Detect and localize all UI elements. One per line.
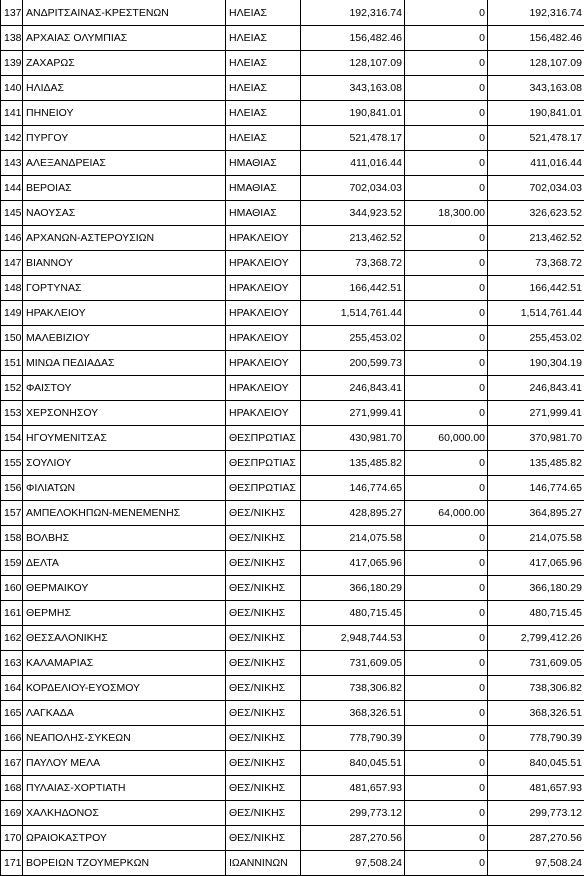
municipality-cell: ΧΑΛΚΗΔΟΝΟΣ bbox=[23, 801, 226, 826]
total-cell: 73,368.72 bbox=[488, 251, 584, 276]
municipality-cell: ΠΥΡΓΟΥ bbox=[23, 126, 226, 151]
table-row bbox=[1, 426, 584, 451]
amount-cell: 128,107.09 bbox=[301, 51, 405, 76]
deduction-cell: 18,300.00 bbox=[405, 201, 488, 226]
total-cell: 368,326.51 bbox=[488, 701, 584, 726]
region-cell: ΘΕΣ/ΝΙΚΗΣ bbox=[226, 501, 301, 526]
municipality-cell: ΜΑΛΕΒΙΖΙΟΥ bbox=[23, 326, 226, 351]
deduction-cell: 0 bbox=[405, 626, 488, 651]
table-row bbox=[1, 676, 584, 701]
deduction-cell: 0 bbox=[405, 326, 488, 351]
deduction-cell: 0 bbox=[405, 26, 488, 51]
region-cell: ΗΡΑΚΛΕΙΟΥ bbox=[226, 376, 301, 401]
total-cell: 146,774.65 bbox=[488, 476, 584, 501]
municipality-cell: ΑΡΧΑΝΩΝ-ΑΣΤΕΡΟΥΣΙΩΝ bbox=[23, 226, 226, 251]
total-cell: 481,657.93 bbox=[488, 776, 584, 801]
table-body bbox=[1, 0, 584, 876]
row-number-cell: 163 bbox=[1, 651, 23, 676]
region-cell: ΗΡΑΚΛΕΙΟΥ bbox=[226, 326, 301, 351]
deduction-cell: 0 bbox=[405, 276, 488, 301]
municipality-cell: ΦΑΙΣΤΟΥ bbox=[23, 376, 226, 401]
total-cell: 190,304.19 bbox=[488, 351, 584, 376]
amount-cell: 840,045.51 bbox=[301, 751, 405, 776]
row-number-cell: 142 bbox=[1, 126, 23, 151]
region-cell: ΘΕΣ/ΝΙΚΗΣ bbox=[226, 726, 301, 751]
region-cell: ΗΜΑΘΙΑΣ bbox=[226, 176, 301, 201]
region-cell: ΘΕΣ/ΝΙΚΗΣ bbox=[226, 701, 301, 726]
amount-cell: 192,316.74 bbox=[301, 0, 405, 26]
table-row bbox=[1, 526, 584, 551]
row-number-cell: 156 bbox=[1, 476, 23, 501]
region-cell: ΗΡΑΚΛΕΙΟΥ bbox=[226, 276, 301, 301]
table-row bbox=[1, 626, 584, 651]
amount-cell: 521,478.17 bbox=[301, 126, 405, 151]
amount-cell: 1,514,761.44 bbox=[301, 301, 405, 326]
total-cell: 702,034.03 bbox=[488, 176, 584, 201]
deduction-cell: 0 bbox=[405, 726, 488, 751]
row-number-cell: 160 bbox=[1, 576, 23, 601]
table-row bbox=[1, 276, 584, 301]
table-row bbox=[1, 376, 584, 401]
municipality-cell: ΗΛΙΔΑΣ bbox=[23, 76, 226, 101]
municipality-cell: ΠΥΛΑΙΑΣ-ΧΟΡΤΙΑΤΗ bbox=[23, 776, 226, 801]
deduction-cell: 0 bbox=[405, 551, 488, 576]
region-cell: ΘΕΣ/ΝΙΚΗΣ bbox=[226, 601, 301, 626]
deduction-cell: 0 bbox=[405, 826, 488, 851]
row-number-cell: 138 bbox=[1, 26, 23, 51]
amount-cell: 411,016.44 bbox=[301, 151, 405, 176]
amount-cell: 73,368.72 bbox=[301, 251, 405, 276]
row-number-cell: 146 bbox=[1, 226, 23, 251]
row-number-cell: 170 bbox=[1, 826, 23, 851]
deduction-cell: 0 bbox=[405, 576, 488, 601]
deduction-cell: 0 bbox=[405, 351, 488, 376]
total-cell: 366,180.29 bbox=[488, 576, 584, 601]
municipality-cell: ΒΟΛΒΗΣ bbox=[23, 526, 226, 551]
table-row bbox=[1, 151, 584, 176]
row-number-cell: 150 bbox=[1, 326, 23, 351]
deduction-cell: 0 bbox=[405, 851, 488, 876]
row-number-cell: 161 bbox=[1, 601, 23, 626]
deduction-cell: 0 bbox=[405, 101, 488, 126]
amount-cell: 97,508.24 bbox=[301, 851, 405, 876]
total-cell: 128,107.09 bbox=[488, 51, 584, 76]
deduction-cell: 0 bbox=[405, 601, 488, 626]
table-row bbox=[1, 551, 584, 576]
amount-cell: 2,948,744.53 bbox=[301, 626, 405, 651]
amount-cell: 702,034.03 bbox=[301, 176, 405, 201]
row-number-cell: 168 bbox=[1, 776, 23, 801]
row-number-cell: 137 bbox=[1, 0, 23, 26]
total-cell: 166,442.51 bbox=[488, 276, 584, 301]
amount-cell: 166,442.51 bbox=[301, 276, 405, 301]
table-row bbox=[1, 226, 584, 251]
total-cell: 156,482.46 bbox=[488, 26, 584, 51]
total-cell: 271,999.41 bbox=[488, 401, 584, 426]
municipality-cell: ΜΙΝΩΑ ΠΕΔΙΑΔΑΣ bbox=[23, 351, 226, 376]
municipality-cell: ΓΟΡΤΥΝΑΣ bbox=[23, 276, 226, 301]
municipality-cell: ΠΑΥΛΟΥ ΜΕΛΑ bbox=[23, 751, 226, 776]
table-row bbox=[1, 601, 584, 626]
total-cell: 192,316.74 bbox=[488, 0, 584, 26]
municipality-cell: ΘΕΡΜΗΣ bbox=[23, 601, 226, 626]
total-cell: 738,306.82 bbox=[488, 676, 584, 701]
deduction-cell: 0 bbox=[405, 526, 488, 551]
deduction-cell: 0 bbox=[405, 376, 488, 401]
municipality-cell: ΑΝΔΡΙΤΣΑΙΝΑΣ-ΚΡΕΣΤΕΝΩΝ bbox=[23, 0, 226, 26]
region-cell: ΗΡΑΚΛΕΙΟΥ bbox=[226, 351, 301, 376]
total-cell: 521,478.17 bbox=[488, 126, 584, 151]
total-cell: 417,065.96 bbox=[488, 551, 584, 576]
municipality-cell: ΠΗΝΕΙΟΥ bbox=[23, 101, 226, 126]
amount-cell: 731,609.05 bbox=[301, 651, 405, 676]
municipality-cell: ΔΕΛΤΑ bbox=[23, 551, 226, 576]
row-number-cell: 164 bbox=[1, 676, 23, 701]
total-cell: 343,163.08 bbox=[488, 76, 584, 101]
deduction-cell: 60,000.00 bbox=[405, 426, 488, 451]
deduction-cell: 0 bbox=[405, 0, 488, 26]
table-row bbox=[1, 51, 584, 76]
municipality-cell: ΗΡΑΚΛΕΙΟΥ bbox=[23, 301, 226, 326]
total-cell: 190,841.01 bbox=[488, 101, 584, 126]
deduction-cell: 0 bbox=[405, 51, 488, 76]
amount-cell: 214,075.58 bbox=[301, 526, 405, 551]
total-cell: 480,715.45 bbox=[488, 601, 584, 626]
row-number-cell: 166 bbox=[1, 726, 23, 751]
total-cell: 370,981.70 bbox=[488, 426, 584, 451]
row-number-cell: 149 bbox=[1, 301, 23, 326]
table-row bbox=[1, 401, 584, 426]
region-cell: ΗΛΕΙΑΣ bbox=[226, 126, 301, 151]
row-number-cell: 140 bbox=[1, 76, 23, 101]
region-cell: ΗΡΑΚΛΕΙΟΥ bbox=[226, 251, 301, 276]
municipality-cell: ΘΕΡΜΑΙΚΟΥ bbox=[23, 576, 226, 601]
deduction-cell: 0 bbox=[405, 801, 488, 826]
region-cell: ΘΕΣ/ΝΙΚΗΣ bbox=[226, 776, 301, 801]
row-number-cell: 165 bbox=[1, 701, 23, 726]
region-cell: ΘΕΣ/ΝΙΚΗΣ bbox=[226, 551, 301, 576]
total-cell: 364,895.27 bbox=[488, 501, 584, 526]
region-cell: ΗΛΕΙΑΣ bbox=[226, 101, 301, 126]
row-number-cell: 152 bbox=[1, 376, 23, 401]
table-row bbox=[1, 301, 584, 326]
region-cell: ΗΛΕΙΑΣ bbox=[226, 0, 301, 26]
table-row bbox=[1, 826, 584, 851]
amount-cell: 246,843.41 bbox=[301, 376, 405, 401]
municipality-cell: ΚΑΛΑΜΑΡΙΑΣ bbox=[23, 651, 226, 676]
region-cell: ΗΜΑΘΙΑΣ bbox=[226, 201, 301, 226]
row-number-cell: 154 bbox=[1, 426, 23, 451]
region-cell: ΘΕΣ/ΝΙΚΗΣ bbox=[226, 676, 301, 701]
total-cell: 135,485.82 bbox=[488, 451, 584, 476]
municipality-cell: ΗΓΟΥΜΕΝΙΤΣΑΣ bbox=[23, 426, 226, 451]
table-row bbox=[1, 501, 584, 526]
municipality-cell: ΒΟΡΕΙΩΝ ΤΖΟΥΜΕΡΚΩΝ bbox=[23, 851, 226, 876]
amount-cell: 417,065.96 bbox=[301, 551, 405, 576]
row-number-cell: 147 bbox=[1, 251, 23, 276]
region-cell: ΗΡΑΚΛΕΙΟΥ bbox=[226, 226, 301, 251]
total-cell: 326,623.52 bbox=[488, 201, 584, 226]
deduction-cell: 0 bbox=[405, 301, 488, 326]
table-row bbox=[1, 801, 584, 826]
row-number-cell: 169 bbox=[1, 801, 23, 826]
amount-cell: 480,715.45 bbox=[301, 601, 405, 626]
municipality-cell: ΑΜΠΕΛΟΚΗΠΩΝ-ΜΕΝΕΜΕΝΗΣ bbox=[23, 501, 226, 526]
amount-cell: 299,773.12 bbox=[301, 801, 405, 826]
row-number-cell: 162 bbox=[1, 626, 23, 651]
table-row bbox=[1, 126, 584, 151]
region-cell: ΘΕΣ/ΝΙΚΗΣ bbox=[226, 651, 301, 676]
total-cell: 214,075.58 bbox=[488, 526, 584, 551]
deduction-cell: 0 bbox=[405, 76, 488, 101]
total-cell: 411,016.44 bbox=[488, 151, 584, 176]
municipality-cell: ΑΡΧΑΙΑΣ ΟΛΥΜΠΙΑΣ bbox=[23, 26, 226, 51]
amount-cell: 135,485.82 bbox=[301, 451, 405, 476]
table-row bbox=[1, 201, 584, 226]
row-number-cell: 143 bbox=[1, 151, 23, 176]
deduction-cell: 0 bbox=[405, 176, 488, 201]
amount-cell: 778,790.39 bbox=[301, 726, 405, 751]
deduction-cell: 0 bbox=[405, 451, 488, 476]
table-row bbox=[1, 476, 584, 501]
row-number-cell: 158 bbox=[1, 526, 23, 551]
region-cell: ΘΕΣ/ΝΙΚΗΣ bbox=[226, 526, 301, 551]
total-cell: 1,514,761.44 bbox=[488, 301, 584, 326]
region-cell: ΗΜΑΘΙΑΣ bbox=[226, 151, 301, 176]
row-number-cell: 159 bbox=[1, 551, 23, 576]
municipality-cell: ΘΕΣΣΑΛΟΝΙΚΗΣ bbox=[23, 626, 226, 651]
amount-cell: 428,895.27 bbox=[301, 501, 405, 526]
region-cell: ΘΕΣ/ΝΙΚΗΣ bbox=[226, 576, 301, 601]
deduction-cell: 0 bbox=[405, 251, 488, 276]
region-cell: ΘΕΣΠΡΩΤΙΑΣ bbox=[226, 426, 301, 451]
deduction-cell: 0 bbox=[405, 151, 488, 176]
table-row bbox=[1, 176, 584, 201]
total-cell: 2,799,412.26 bbox=[488, 626, 584, 651]
amount-cell: 344,923.52 bbox=[301, 201, 405, 226]
table-row bbox=[1, 751, 584, 776]
amount-cell: 190,841.01 bbox=[301, 101, 405, 126]
row-number-cell: 139 bbox=[1, 51, 23, 76]
region-cell: ΘΕΣ/ΝΙΚΗΣ bbox=[226, 826, 301, 851]
amount-cell: 287,270.56 bbox=[301, 826, 405, 851]
table-row bbox=[1, 251, 584, 276]
total-cell: 840,045.51 bbox=[488, 751, 584, 776]
municipality-cell: ΛΑΓΚΑΔΑ bbox=[23, 701, 226, 726]
row-number-cell: 145 bbox=[1, 201, 23, 226]
amount-cell: 368,326.51 bbox=[301, 701, 405, 726]
municipality-cell: ΣΟΥΛΙΟΥ bbox=[23, 451, 226, 476]
municipality-cell: ΖΑΧΑΡΩΣ bbox=[23, 51, 226, 76]
region-cell: ΗΛΕΙΑΣ bbox=[226, 26, 301, 51]
table-row bbox=[1, 326, 584, 351]
total-cell: 213,462.52 bbox=[488, 226, 584, 251]
region-cell: ΗΛΕΙΑΣ bbox=[226, 76, 301, 101]
deduction-cell: 0 bbox=[405, 751, 488, 776]
table-row bbox=[1, 101, 584, 126]
deduction-cell: 0 bbox=[405, 701, 488, 726]
region-cell: ΗΡΑΚΛΕΙΟΥ bbox=[226, 401, 301, 426]
region-cell: ΙΩΑΝΝΙΝΩΝ bbox=[226, 851, 301, 876]
table-row bbox=[1, 726, 584, 751]
amount-cell: 738,306.82 bbox=[301, 676, 405, 701]
municipality-cell: ΒΙΑΝΝΟΥ bbox=[23, 251, 226, 276]
table-row bbox=[1, 776, 584, 801]
row-number-cell: 144 bbox=[1, 176, 23, 201]
amount-cell: 200,599.73 bbox=[301, 351, 405, 376]
deduction-cell: 0 bbox=[405, 476, 488, 501]
table-row bbox=[1, 76, 584, 101]
region-cell: ΗΛΕΙΑΣ bbox=[226, 51, 301, 76]
amount-cell: 255,453.02 bbox=[301, 326, 405, 351]
deduction-cell: 64,000.00 bbox=[405, 501, 488, 526]
amount-cell: 343,163.08 bbox=[301, 76, 405, 101]
row-number-cell: 171 bbox=[1, 851, 23, 876]
total-cell: 97,508.24 bbox=[488, 851, 584, 876]
amount-cell: 366,180.29 bbox=[301, 576, 405, 601]
municipality-cell: ΚΟΡΔΕΛΙΟΥ-ΕΥΟΣΜΟΥ bbox=[23, 676, 226, 701]
table-row bbox=[1, 701, 584, 726]
table-row bbox=[1, 451, 584, 476]
total-cell: 255,453.02 bbox=[488, 326, 584, 351]
table-row bbox=[1, 351, 584, 376]
municipality-cell: ΝΕΑΠΟΛΗΣ-ΣΥΚΕΩΝ bbox=[23, 726, 226, 751]
municipality-cell: ΩΡΑΙΟΚΑΣΤΡΟΥ bbox=[23, 826, 226, 851]
municipality-cell: ΦΙΛΙΑΤΩΝ bbox=[23, 476, 226, 501]
region-cell: ΘΕΣ/ΝΙΚΗΣ bbox=[226, 751, 301, 776]
table-row bbox=[1, 651, 584, 676]
row-number-cell: 155 bbox=[1, 451, 23, 476]
amount-cell: 146,774.65 bbox=[301, 476, 405, 501]
amount-cell: 271,999.41 bbox=[301, 401, 405, 426]
table-row bbox=[1, 576, 584, 601]
total-cell: 246,843.41 bbox=[488, 376, 584, 401]
total-cell: 287,270.56 bbox=[488, 826, 584, 851]
region-cell: ΘΕΣΠΡΩΤΙΑΣ bbox=[226, 476, 301, 501]
total-cell: 731,609.05 bbox=[488, 651, 584, 676]
row-number-cell: 151 bbox=[1, 351, 23, 376]
deduction-cell: 0 bbox=[405, 776, 488, 801]
amount-cell: 430,981.70 bbox=[301, 426, 405, 451]
region-cell: ΗΡΑΚΛΕΙΟΥ bbox=[226, 301, 301, 326]
amount-cell: 156,482.46 bbox=[301, 26, 405, 51]
deduction-cell: 0 bbox=[405, 126, 488, 151]
municipality-cell: ΒΕΡΟΙΑΣ bbox=[23, 176, 226, 201]
municipality-cell: ΧΕΡΣΟΝΗΣΟΥ bbox=[23, 401, 226, 426]
row-number-cell: 153 bbox=[1, 401, 23, 426]
deduction-cell: 0 bbox=[405, 651, 488, 676]
row-number-cell: 148 bbox=[1, 276, 23, 301]
row-number-cell: 157 bbox=[1, 501, 23, 526]
total-cell: 299,773.12 bbox=[488, 801, 584, 826]
table-row bbox=[1, 26, 584, 51]
region-cell: ΘΕΣ/ΝΙΚΗΣ bbox=[226, 626, 301, 651]
region-cell: ΘΕΣΠΡΩΤΙΑΣ bbox=[226, 451, 301, 476]
amount-cell: 481,657.93 bbox=[301, 776, 405, 801]
amount-cell: 213,462.52 bbox=[301, 226, 405, 251]
municipality-cell: ΑΛΕΞΑΝΔΡΕΙΑΣ bbox=[23, 151, 226, 176]
table-row bbox=[1, 0, 584, 26]
row-number-cell: 141 bbox=[1, 101, 23, 126]
deduction-cell: 0 bbox=[405, 676, 488, 701]
row-number-cell: 167 bbox=[1, 751, 23, 776]
total-cell: 778,790.39 bbox=[488, 726, 584, 751]
municipality-cell: ΝΑΟΥΣΑΣ bbox=[23, 201, 226, 226]
deduction-cell: 0 bbox=[405, 226, 488, 251]
region-cell: ΘΕΣ/ΝΙΚΗΣ bbox=[226, 801, 301, 826]
deduction-cell: 0 bbox=[405, 401, 488, 426]
